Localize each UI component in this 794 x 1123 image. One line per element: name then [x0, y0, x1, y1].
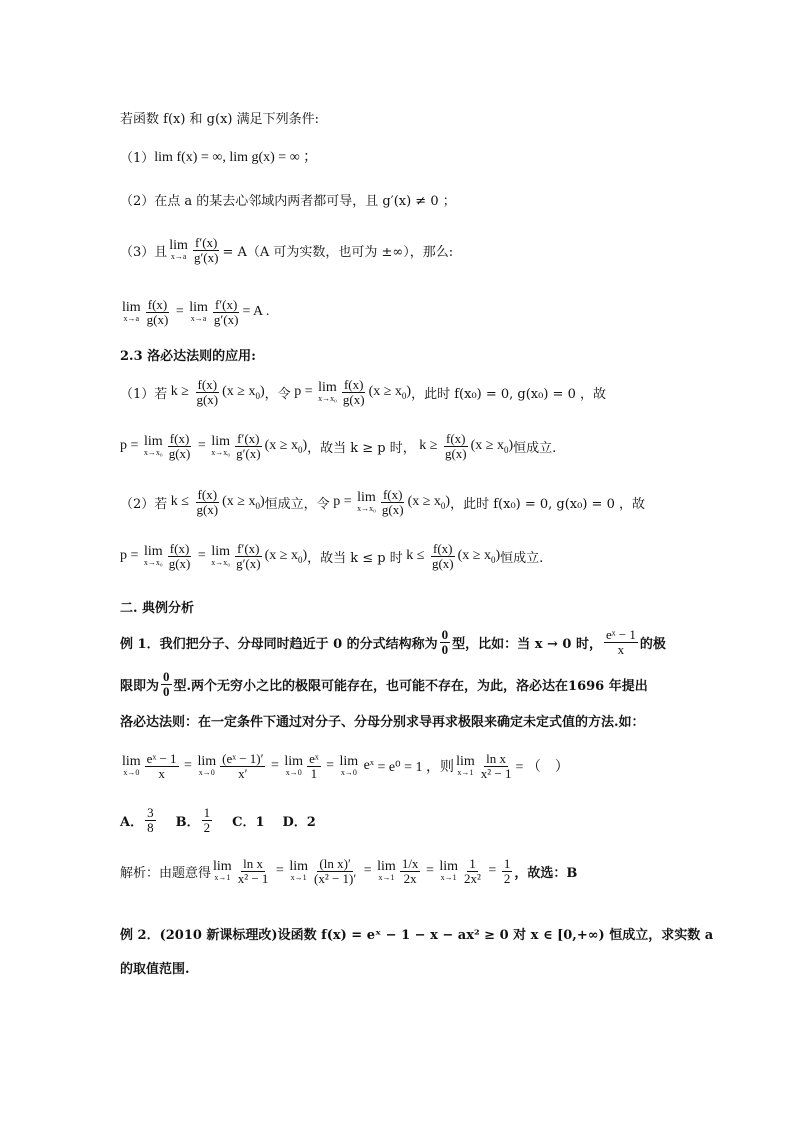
- a2b-mid: ，故当 k ≤ p 时: [307, 550, 403, 566]
- lim-symbol: lim x→1: [213, 859, 232, 883]
- fraction: $\frac{\text{eˣ − 1}}{x}$: [605, 627, 636, 657]
- fraction: $\frac{f'(x)}{g'(x)}$: [193, 235, 219, 265]
- lim-symbol: lim x→x₀: [143, 434, 163, 458]
- fraction: $\frac{f(x)}{g(x)}$: [168, 541, 191, 571]
- fraction: $\frac{f(x)}{g(x)}$: [196, 487, 219, 517]
- option-c: C．1: [232, 814, 265, 830]
- intro-line: [120, 108, 319, 127]
- fraction: $\frac{\text{ln x}}{\text{x² − 1}}$: [237, 856, 269, 886]
- c3-label: （3）且: [120, 244, 168, 260]
- sol-a: 解析：由题意得: [120, 865, 212, 881]
- ex1-c: 的极: [639, 636, 666, 652]
- fraction: $\frac{f(x)}{g(x)}$: [444, 431, 467, 461]
- c2-text: （2）在点 a 的某去心邻域内两者都可导，且 g′(x) ≠ 0 ；: [120, 194, 456, 209]
- fraction: $\frac{1}{2}$: [503, 856, 511, 886]
- a1-label: （1）若: [120, 386, 168, 402]
- conclusion-line: lim x→a $\frac{f(x)}{g(x)}$ = lim x→a $\frac{f'(x)}{g'(x)}$ = A .: [122, 297, 270, 327]
- option-a-label: A．: [120, 814, 144, 830]
- solution-line: 解析：由题意得 lim x→1 $\frac{\text{ln x}}{\text{x² − 1}}$ = lim x→1 $\frac{\text{(ln x)′}}{\text{(x² − 1)′}}$ = lim x→1 $\frac{1/x}{2x}$ = lim x→1 $\frac{1}{\text{2x²}}$ = $\frac{1}{2}$ ，故选：B: [120, 856, 578, 886]
- intro-text: 若函数 f(x) 和 g(x) 满足下列条件:: [120, 112, 319, 127]
- ex2-a: 例 2．(2010 新课标理改)设函数 f(x) = eˣ − 1 − x − ax² ≥ 0 对 x ∈ [0,+∞) 恒成立，求实数 a: [120, 928, 714, 943]
- application-2: （2）若 k ≤ $\frac{f(x)}{g(x)}$ $(x \ge x_0)$ 恒成立，令 p = lim x→x₀ $\frac{f(x)}{g(x)}$ $(x \ge x_0)$ ，此时 f(x₀) = 0, g(x₀) = 0 ，故: [120, 487, 645, 517]
- fraction: $\frac{1/x}{2x}$: [401, 856, 419, 886]
- lim-symbol: lim x→x₀: [211, 434, 231, 458]
- example-2-line-2: [120, 958, 190, 977]
- c1-math: lim f(x) = ∞, lim g(x) = ∞ ；: [154, 150, 318, 165]
- lim-symbol: lim x→a: [122, 300, 141, 324]
- example-2-line-1: [120, 924, 713, 943]
- ex1-b: 型，比如：当 x → 0 时，: [452, 636, 602, 652]
- condition-3: [120, 236, 453, 264]
- a1b-mid: ，故当 k ≥ p 时，: [307, 440, 416, 456]
- section2-text: 二. 典例分析: [120, 601, 195, 616]
- a2-end: ，此时 f(x₀) = 0, g(x₀) = 0 ，故: [450, 496, 645, 512]
- a2-mid: 恒成立，令: [264, 496, 330, 512]
- fraction: $\frac{f(x)}{g(x)}$: [168, 431, 191, 461]
- lim-symbol: lim x→0: [122, 754, 141, 778]
- fraction: $\frac{\text{ln x}}{\text{x² − 1}}$: [480, 751, 512, 781]
- fraction: $\frac{f'(x)}{g'(x)}$: [236, 431, 261, 461]
- application-2b: p = lim x→x₀ $\frac{f(x)}{g(x)}$ = lim x→x₀ $\frac{f'(x)}{g'(x)}$ $(x \ge x_0)$ ，故当 k ≤ p 时 k ≤ $\frac{f(x)}{g(x)}$ $(x \ge x_0)$ 恒成立.: [120, 541, 544, 571]
- option-b-value: $\frac{1}{2}$: [203, 805, 211, 835]
- s23-text: 2.3 洛必达法则的应用:: [120, 349, 256, 364]
- lim-symbol: lim x→1: [456, 754, 475, 778]
- option-a-value: $\frac{3}{8}$: [147, 805, 154, 835]
- application-1b: p = lim x→x₀ $\frac{f(x)}{g(x)}$ = lim x→x₀ $\frac{f'(x)}{g'(x)}$ $(x \ge x_0)$ ，故当 k ≥ p 时， k ≥ $\frac{f(x)}{g(x)}$ $(x \ge x_0)$ 恒成立.: [120, 431, 557, 461]
- conclusion-text: = A .: [242, 304, 270, 320]
- lim-symbol: lim x→1: [289, 859, 308, 883]
- fraction: $\frac{f'(x)}{g'(x)}$: [213, 297, 239, 327]
- lim-symbol: lim x→0: [284, 754, 304, 778]
- condition-1: [120, 146, 317, 166]
- example-1-line-3: [120, 711, 645, 730]
- fraction: $\frac{0}{0}$: [441, 627, 449, 657]
- ex2-b: 的取值范围.: [120, 962, 190, 977]
- lim-symbol: lim x→0: [339, 754, 359, 778]
- section-heading-2: [120, 597, 194, 616]
- ex1-e: 型.两个无穷小之比的极限可能存在，也可能不存在，为此，洛必达在1696 年提出: [173, 678, 648, 694]
- fraction: $\frac{f(x)}{g(x)}$: [146, 297, 169, 327]
- lim-symbol: lim x→0: [197, 754, 217, 778]
- lim-symbol: lim x→x₀: [357, 490, 376, 514]
- a2b-end: 恒成立.: [500, 550, 544, 566]
- fraction: $\frac{f(x)}{g(x)}$: [342, 377, 365, 407]
- lim-symbol: lim x→a: [169, 238, 188, 262]
- fraction: $\frac{f(x)}{g(x)}$: [431, 541, 454, 571]
- application-1: （1）若 k ≥ $\frac{f(x)}{g(x)}$ $(x \ge x_0)$ ，令 p = lim x→x₀ $\frac{f(x)}{g(x)}$ $(x \ge x_0)$ ，此时 f(x₀) = 0, g(x₀) = 0 ，故: [120, 377, 606, 407]
- options-line: [120, 806, 316, 834]
- fraction: $\frac{f'(x)}{g'(x)}$: [236, 541, 261, 571]
- fraction: $\frac{1}{\text{2x²}}$: [464, 856, 481, 886]
- fraction: $\frac{\text{eˣ}}{1}$: [309, 751, 319, 781]
- a1-mid: ，令: [264, 386, 291, 402]
- lim-symbol: lim x→x₀: [143, 544, 163, 568]
- c1-label: （1）: [120, 150, 155, 166]
- lim-symbol: lim x→x₀: [211, 544, 231, 568]
- fraction: $\frac{f(x)}{g(x)}$: [196, 377, 219, 407]
- c3-rest: = A（A 可为实数，也可为 ±∞），那么:: [222, 244, 454, 260]
- example-1-line-4: lim x→0 $\frac{\text{eˣ − 1}}{x}$ = lim x→0 $\frac{\text{(eˣ − 1)′}}{x'}$ = lim x→0 $\frac{\text{eˣ}}{1}$ = lim x→0 eˣ = e⁰ = 1 ，则 lim x→1 $\frac{\text{ln x}}{\text{x² − 1}}$ = （ ）: [122, 751, 569, 781]
- ex1-h: = （ ）: [515, 760, 569, 776]
- ex1-g: = e⁰ = 1 ，则: [377, 760, 455, 776]
- fraction: $\frac{f(x)}{g(x)}$: [381, 487, 404, 517]
- a1b-end: 恒成立.: [513, 440, 557, 456]
- fraction: $\frac{\text{(eˣ − 1)′}}{x'}$: [222, 751, 264, 781]
- ex1-d: 限即为: [120, 678, 160, 694]
- a2-label: （2）若: [120, 496, 168, 512]
- option-d: D．2: [282, 814, 316, 830]
- fraction: $\frac{0}{0}$: [163, 669, 170, 699]
- fraction: $\frac{\text{(ln x)′}}{\text{(x² − 1)′}}$: [314, 856, 357, 886]
- a1-end: ，此时 f(x₀) = 0, g(x₀) = 0 ，故: [411, 386, 606, 402]
- ex1-a: 例 1．我们把分子、分母同时趋近于 0 的分式结构称为: [120, 636, 438, 652]
- lim-symbol: lim x→1: [377, 859, 396, 883]
- lim-symbol: lim x→1: [439, 859, 459, 883]
- ex1-f: 洛必达法则：在一定条件下通过对分子、分母分别求导再求极限来确定未定式值的方法.如：: [120, 715, 645, 730]
- example-1-line-2: [120, 670, 648, 698]
- lim-symbol: lim x→x₀: [318, 380, 337, 404]
- sol-b: ，故选：B: [514, 865, 578, 881]
- fraction: $\frac{\text{eˣ − 1}}{x}$: [146, 751, 177, 781]
- condition-2: [120, 190, 456, 209]
- section-heading-2-3: [120, 345, 256, 364]
- option-b-label: B．: [175, 814, 200, 830]
- example-1-line-1: [120, 628, 666, 656]
- lim-symbol: lim x→a: [189, 300, 208, 324]
